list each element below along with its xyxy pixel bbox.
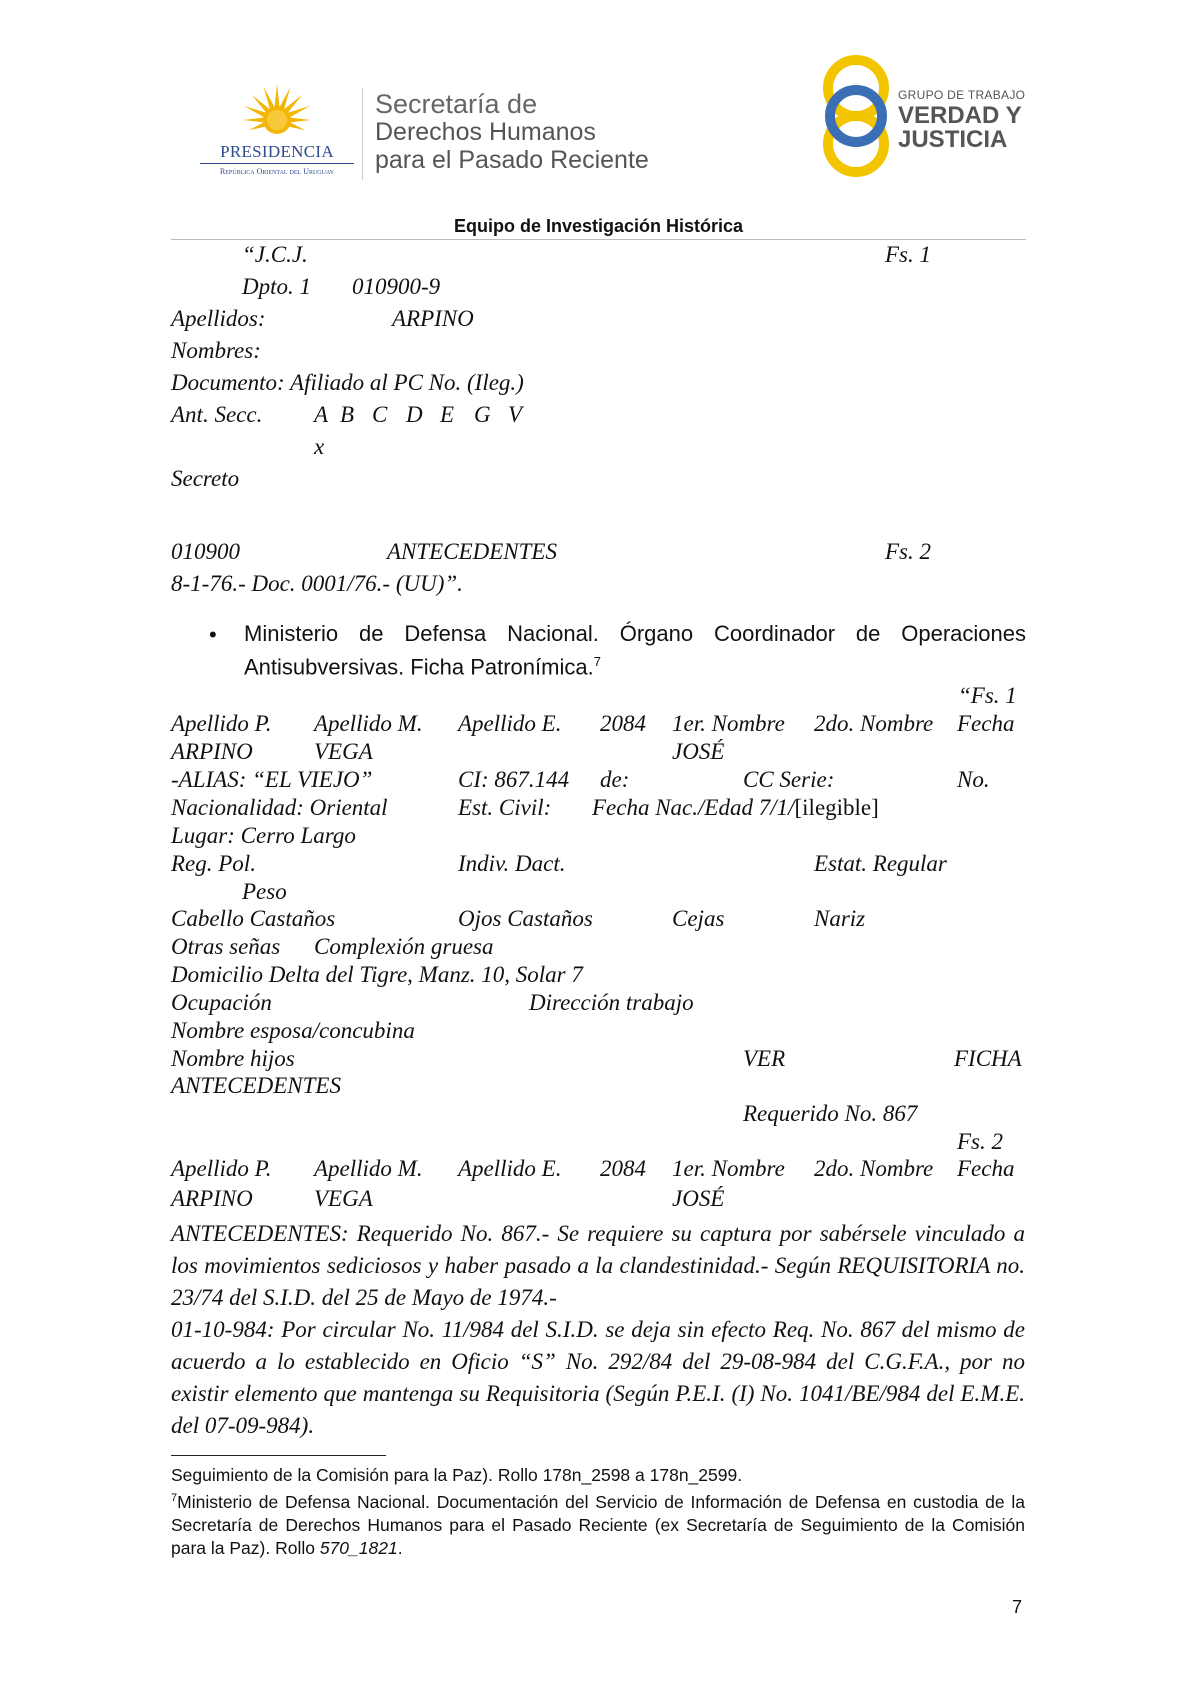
header-2084: 2084 <box>600 1156 646 1181</box>
ocupacion: Ocupación <box>171 990 272 1015</box>
nombres-label: Nombres: <box>171 338 261 363</box>
direccion-trabajo: Dirección trabajo <box>529 990 694 1015</box>
gtvj-logo <box>820 54 1030 184</box>
ficha-word: FICHA <box>954 1046 1022 1071</box>
presidencia-logo <box>196 80 358 180</box>
nombre-esposa: Nombre esposa/concubina <box>171 1018 415 1043</box>
requerido: Requerido No. 867 <box>743 1101 918 1126</box>
ver: VER <box>743 1046 786 1071</box>
header-apellido-m: Apellido M. <box>314 1156 423 1181</box>
footnote-7-text: Ministerio de Defensa Nacional. Documentación del Servicio de Información de Defensa en custodia de la Secretaría de Derechos Humanos para el Pasado Reciente (ex Secretaría de Seguimiento de la Comisión para la Paz). Rollo <box>171 1491 1025 1558</box>
row2-apellido-p: ARPINO <box>171 1186 253 1211</box>
estat: Estat. Regular <box>814 851 947 876</box>
presidencia-name: PRESIDENCIA <box>220 142 334 161</box>
cc-serie: CC Serie: <box>743 767 835 792</box>
secretaria-line-2: Derechos Humanos <box>375 118 596 146</box>
bullet-text-block <box>244 620 1026 681</box>
nacionalidad: Nacionalidad: Oriental <box>171 795 388 820</box>
nombre-hijos: Nombre hijos <box>171 1046 295 1071</box>
ant-secc-letter: A <box>314 402 329 427</box>
ojos: Ojos Castaños <box>458 906 593 931</box>
complexion: Complexión gruesa <box>314 934 494 959</box>
alias: -ALIAS: “EL VIEJO” <box>171 767 373 792</box>
record1-fs1: Fs. 1 <box>885 242 931 267</box>
header-2084: 2084 <box>600 711 646 736</box>
secretaria-title <box>375 90 649 174</box>
record1-fs2: Fs. 2 <box>885 539 931 564</box>
footnote-7-rollo: 570_1821 <box>319 1537 398 1558</box>
header-rule <box>171 239 1026 240</box>
ficha-fs1: “Fs. 1 <box>958 683 1017 708</box>
header-apellido-m: Apellido M. <box>314 711 423 736</box>
header-apellido-e: Apellido E. <box>458 711 562 736</box>
ant-secc-mark: x <box>314 434 325 459</box>
secretaria-line-3: para el Pasado Reciente <box>375 146 649 174</box>
ci: CI: 867.144 <box>458 767 570 792</box>
row2-nombre: JOSÉ <box>672 1186 725 1211</box>
header-2do-nombre: 2do. Nombre <box>814 711 934 736</box>
ficha-fs2: Fs. 2 <box>957 1129 1003 1154</box>
baja-paragraph: 01-10-984: Por circular No. 11/984 del S.I.D. se deja sin efecto Req. No. 867 del mismo de acuerdo a lo establecido en Oficio “S” No. 292/84 del 29-08-984 del C.G.F.A., por no existir elemento que mantenga su Requisitoria (Según P.E.I. (I) No. 1041/BE/984 del E.M.E. del 07-09-984). <box>171 1317 1025 1438</box>
apellidos-label: Apellidos: <box>171 306 266 331</box>
secretaria-line-1: Secretaría de <box>375 89 538 119</box>
header-divider <box>362 88 363 180</box>
ant-secc-letter: C <box>372 402 388 427</box>
header-2do-nombre: 2do. Nombre <box>814 1156 934 1181</box>
record1-antecedentes: ANTECEDENTES <box>387 539 557 564</box>
jcj: “J.C.J. <box>242 242 308 267</box>
footnote-7 <box>171 1487 1025 1560</box>
dpto-number: 010900-9 <box>352 274 441 299</box>
header-1er-nombre: 1er. Nombre <box>672 1156 785 1181</box>
footnote-rule <box>171 1455 386 1456</box>
header-1er-nombre: 1er. Nombre <box>672 711 785 736</box>
secreto: Secreto <box>171 466 240 491</box>
apellidos-value: ARPINO <box>392 306 474 331</box>
bullet-dot: • <box>209 622 217 647</box>
presidencia-rule <box>200 163 354 164</box>
ant-secc-letter: E <box>440 402 455 427</box>
ant-secc-letters <box>314 402 528 428</box>
record1-code: 010900 <box>171 539 240 564</box>
indiv-dact: Indiv. Dact. <box>458 851 566 876</box>
header-fecha: Fecha <box>957 711 1015 736</box>
cabello: Cabello Castaños <box>171 906 336 931</box>
ant-secc-label: Ant. Secc. <box>171 402 263 427</box>
bullet-text: Ministerio de Defensa Nacional. Órgano Coordinador de Operaciones Antisubversivas. Ficha Patronímica. <box>244 621 1026 680</box>
ant-secc-letter: B <box>340 402 355 427</box>
header-apellido-p: Apellido P. <box>171 711 272 736</box>
otras-senas: Otras señas <box>171 934 281 959</box>
nariz: Nariz <box>814 906 866 931</box>
team-heading: Equipo de Investigación Histórica <box>453 216 744 236</box>
footnote-ref-7: 7 <box>593 654 601 669</box>
fecha-nac <box>592 795 879 821</box>
doc-line: 8-1-76.- Doc. 0001/76.- (UU)”. <box>171 571 463 596</box>
gtvj-line-3: JUSTICIA <box>898 126 1008 153</box>
cejas: Cejas <box>672 906 725 931</box>
page-number: 7 <box>1012 1597 1023 1617</box>
dpto: Dpto. 1 <box>242 274 311 299</box>
fecha-nac-text: Fecha Nac./Edad 7/1/ <box>592 795 795 820</box>
domicilio: Domicilio Delta del Tigre, Manz. 10, Solar 7 <box>171 962 583 987</box>
row-apellido-p: ARPINO <box>171 739 253 764</box>
est-civil: Est. Civil: <box>458 795 552 820</box>
rings-icon <box>820 54 892 180</box>
gtvj-line-2: VERDAD Y <box>898 102 1022 129</box>
footnote-7-ref: 7 <box>171 1492 178 1504</box>
lugar: Lugar: Cerro Largo <box>171 823 356 848</box>
ci-de: de: <box>600 767 630 792</box>
ficha-antecedentes: ANTECEDENTES <box>171 1073 341 1098</box>
row2-apellido-m: VEGA <box>314 1186 373 1211</box>
antecedentes-paragraph: ANTECEDENTES: Requerido No. 867.- Se requiere su captura por sabérsele vinculado a los movimientos sediciosos y haber pasado a la clandestinidad.- Según REQUISITORIA no. 23/74 del S.I.D. del 25 de Mayo de 1974.- <box>171 1221 1025 1310</box>
ant-secc-letter: G <box>474 402 491 427</box>
ant-secc-letter: V <box>508 402 523 427</box>
reg-pol: Reg. Pol. <box>171 851 256 876</box>
header-apellido-p: Apellido P. <box>171 1156 272 1181</box>
footnote-continued: Seguimiento de la Comisión para la Paz). Rollo 178n_2598 a 178n_2599. <box>171 1465 743 1485</box>
row-apellido-m: VEGA <box>314 739 373 764</box>
row-nombre: JOSÉ <box>672 739 725 764</box>
header-fecha: Fecha <box>957 1156 1015 1181</box>
footnote-7-end: . <box>397 1537 403 1558</box>
documento: Documento: Afiliado al PC No. (Ileg.) <box>171 370 524 395</box>
peso: Peso <box>242 879 287 904</box>
sun-of-may-icon <box>196 80 358 150</box>
ilegible-note: [ilegible] <box>794 795 879 820</box>
header-apellido-e: Apellido E. <box>458 1156 562 1181</box>
gtvj-line-1: GRUPO DE TRABAJO <box>898 88 1026 102</box>
cc-no: No. <box>957 767 990 792</box>
ant-secc-letter: D <box>406 402 423 427</box>
presidencia-subtitle: República Oriental del Uruguay <box>219 167 335 176</box>
